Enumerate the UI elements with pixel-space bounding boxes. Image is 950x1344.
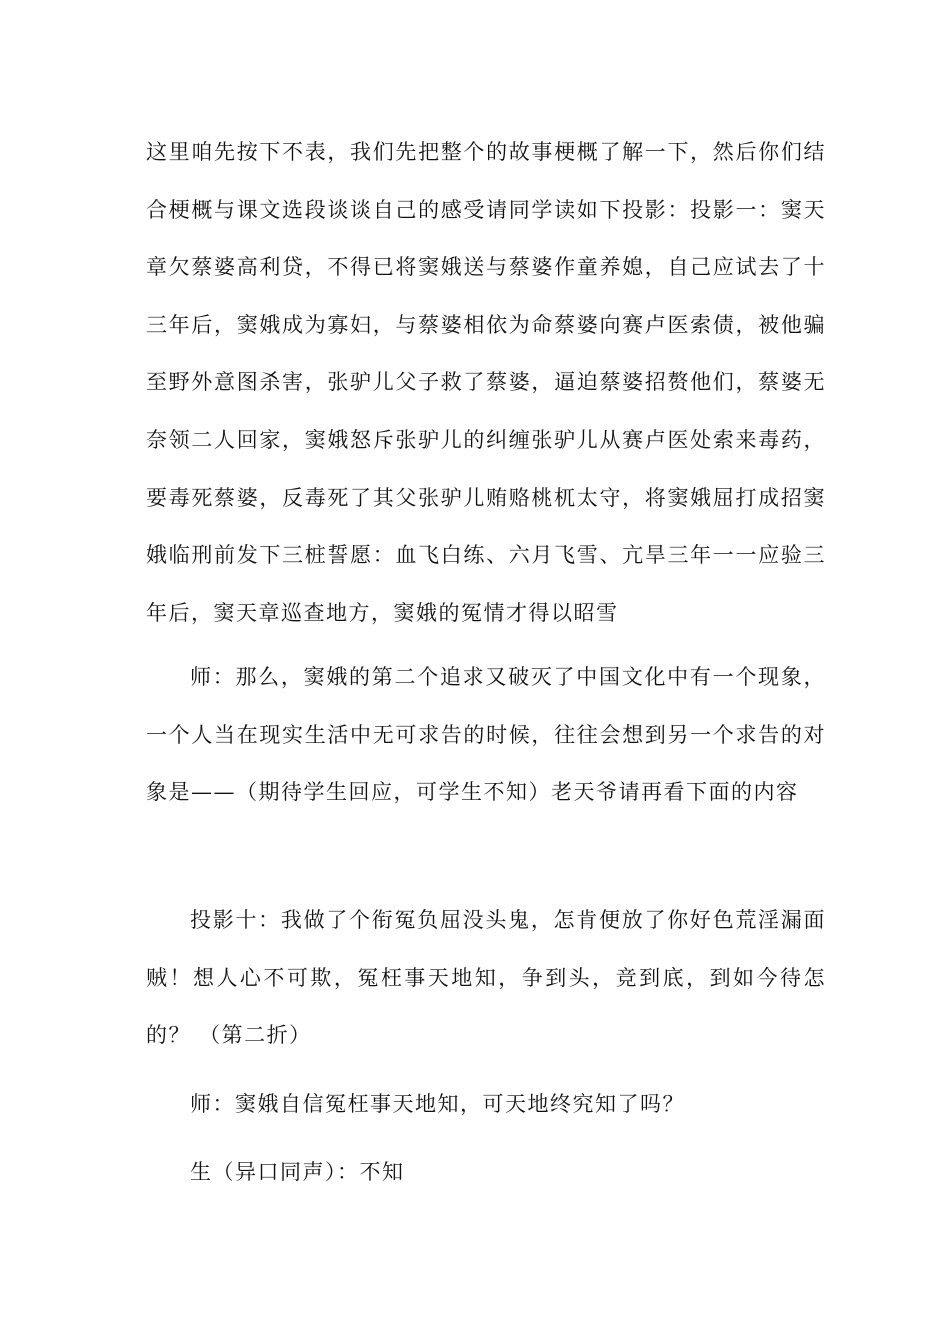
paragraph-projection-ten: 投影十：我做了个衔冤负屈没头鬼，怎肯便放了你好色荒淫漏面贼！想人心不可欺，冤枉事天地知，争到头，竞到底，到如今待怎的？ （第二折） [146, 908, 826, 1048]
paragraph-teacher-follow-up: 师：窦娥自信冤枉事天地知，可天地终究知了吗？ [190, 1092, 685, 1116]
paragraph-student-answer: 生（异口同声）：不知 [190, 1160, 405, 1184]
paragraph-story-summary: 这里咱先按下不表，我们先把整个的故事梗概了解一下，然后你们结合梗概与课文选段谈谈自己的感受请同学读如下投影：投影一：窦天章欠蔡婆高利贷，不得已将窦娥送与蔡婆作童养媳，自己应试去了十三年后，窦娥成为寡妇，与蔡婆相依为命蔡婆向赛卢医索债，被他骗至野外意图杀害，张驴儿父子救了蔡婆，逼迫蔡婆招赘他们，蔡婆无奈领二人回家，窦娥怒斥张驴儿的纠缠张驴儿从赛卢医处索来毒药，要毒死蔡婆，反毒死了其父张驴儿贿赂桃杌太守，将窦娥屈打成招窦娥临刑前发下三桩誓愿：血飞白练、六月飞雪、亢旱三年一一应验三年后，窦天章巡查地方，窦娥的冤情才得以昭雪 [146, 140, 826, 625]
paragraph-teacher-question: 师：那么，窦娥的第二个追求又破灭了中国文化中有一个现象，一个人当在现实生活中无可求告的时候，往往会想到另一个求告的对象是——（期待学生回应，可学生不知）老天爷请再看下面的内容 [146, 665, 826, 805]
